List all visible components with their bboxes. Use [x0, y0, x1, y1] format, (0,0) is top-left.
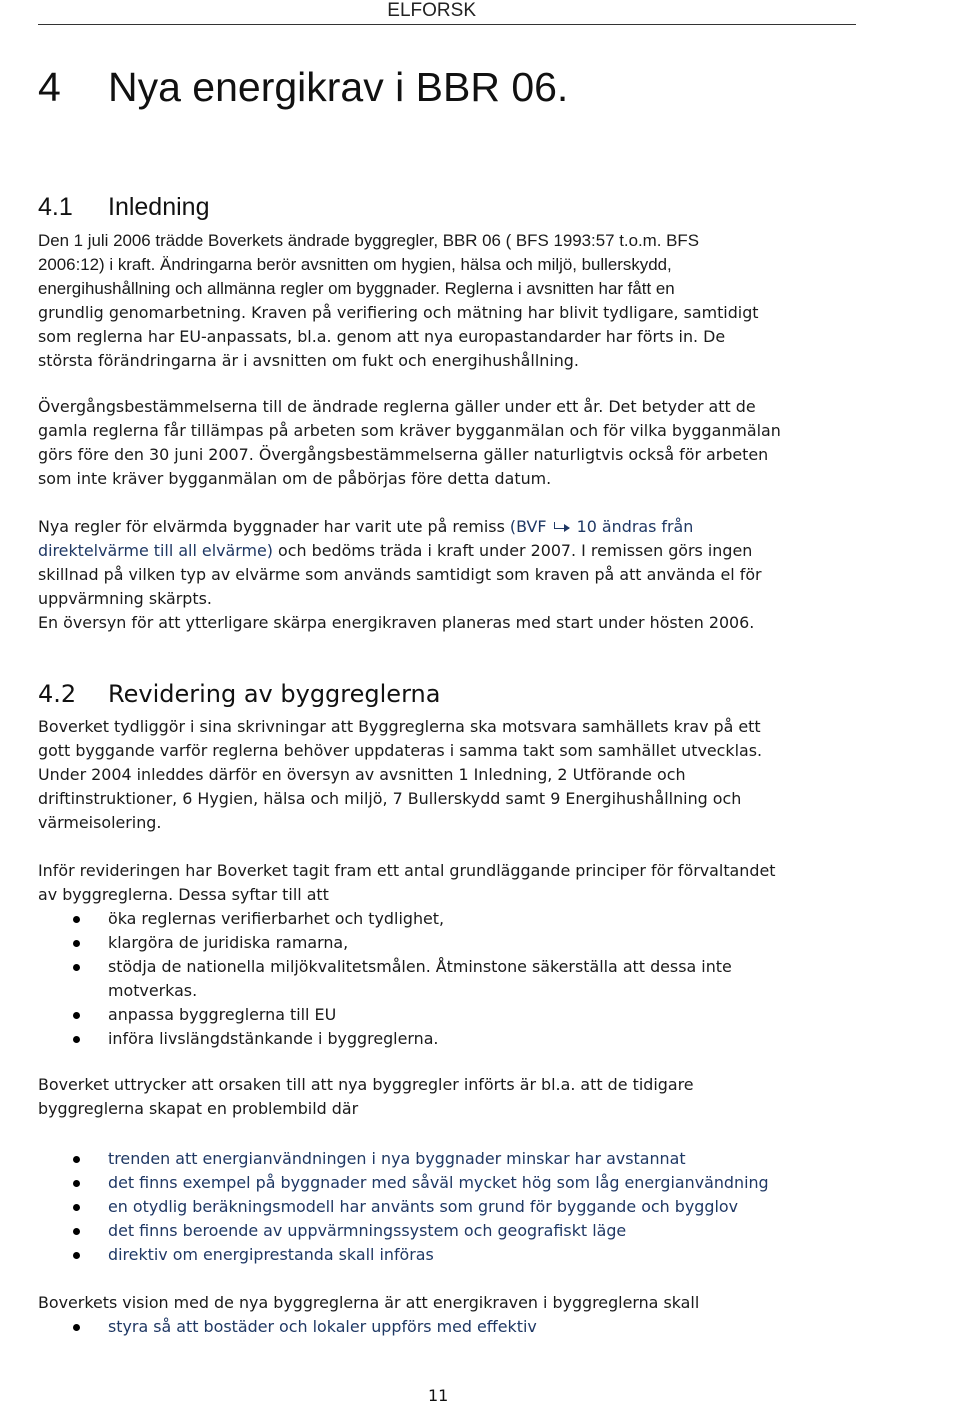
text-line: Den 1 juli 2006 trädde Boverkets ändrade byggregler, BBR 06 ( BFS 1993:57 t.o.m. BFS: [38, 231, 699, 250]
section-title: Inledning: [108, 193, 210, 221]
list-item: [38, 955, 960, 1003]
list-item: [38, 1147, 960, 1171]
list-item: [38, 1027, 960, 1051]
list-item-text: direktiv om energiprestanda skall införas: [108, 1245, 434, 1264]
text-line: Boverket uttrycker att orsaken till att nya byggregler införts är bl.a. att de tidigare: [38, 1075, 694, 1094]
text-line: energihushållning och allmänna regler om byggnader. Reglerna i avsnitten har fått en: [38, 279, 675, 298]
bullet-icon: [73, 1036, 80, 1043]
list-item-text: det finns exempel på byggnader med såväl mycket hög som låg energianvändning: [108, 1173, 769, 1192]
intro-paragraph-continued: [38, 301, 960, 373]
list-item-text: införa livslängdstänkande i byggreglerna.: [108, 1029, 439, 1048]
bullet-icon: [73, 1204, 80, 1211]
section-heading-revidering: [38, 680, 440, 708]
text-line: som inte kräver bygganmälan om de påbörjas före detta datum.: [38, 469, 552, 488]
list-item-text: styra så att bostäder och lokaler uppförs med effektiv: [108, 1317, 537, 1336]
list-item-text: det finns beroende av uppvärmningssystem och geografiskt läge: [108, 1221, 627, 1240]
text-span: och bedöms träda i kraft under 2007. I remissen görs ingen: [272, 541, 753, 560]
section-number: 4.2: [38, 680, 77, 708]
intro-paragraph: [38, 229, 960, 301]
text-line: Boverkets vision med de nya byggreglerna är att energikraven i byggreglerna skall: [38, 1293, 700, 1312]
bullet-icon: [73, 1324, 80, 1331]
list-item: [38, 931, 960, 955]
bullet-icon: [73, 1252, 80, 1259]
bullet-icon: [73, 1180, 80, 1187]
text-line: gamla reglerna får tillämpas på arbeten som kräver bygganmälan och för vilka bygganmälan: [38, 421, 781, 440]
chapter-number: 4: [38, 64, 61, 110]
revision-paragraph: [38, 715, 960, 835]
principles-intro: [38, 859, 960, 907]
text-line: uppvärmning skärpts.: [38, 589, 212, 608]
text-line: grundlig genomarbetning. Kraven på verifiering och mätning har blivit tydligare, samtidigt: [38, 303, 759, 322]
chapter-title: Nya energikrav i BBR 06.: [108, 64, 569, 110]
section-number: 4.1: [38, 193, 73, 221]
list-item-text: klargöra de juridiska ramarna,: [108, 933, 349, 952]
vision-paragraph: [38, 1291, 960, 1315]
section-heading-inledning: [38, 193, 209, 222]
text-line: driftinstruktioner, 6 Hygien, hälsa och miljö, 7 Bullerskydd samt 9 Energihushållning och: [38, 789, 742, 808]
principles-list: [38, 907, 960, 1051]
bullet-icon: [73, 940, 80, 947]
bullet-icon: [73, 916, 80, 923]
text-line: som reglerna har EU-anpassats, bl.a. genom att nya europastandarder har förts in. De: [38, 327, 726, 346]
problems-intro: [38, 1073, 960, 1121]
list-item: [38, 1003, 960, 1027]
text-span: Nya regler för elvärmda byggnader har varit ute på remiss: [38, 517, 510, 536]
list-item-text: en otydlig beräkningsmodell har använts som grund för byggande och bygglov: [108, 1197, 738, 1216]
section-title: Revidering av byggreglerna: [108, 680, 441, 708]
text-line: 2006:12) i kraft. Ändringarna berör avsnitten om hygien, hälsa och miljö, bullerskydd,: [38, 255, 672, 274]
text-line: [38, 515, 960, 539]
text-line: [38, 539, 960, 563]
rules-paragraph: [38, 515, 960, 635]
header-divider: [38, 24, 856, 25]
reference-link[interactable]: (BVF: [509, 517, 547, 536]
chapter-heading: [38, 64, 568, 111]
text-line: största förändringarna är i avsnitten om fukt och energihushållning.: [38, 351, 579, 370]
text-line: skillnad på vilken typ av elvärme som används samtidigt som kraven på att använda el för: [38, 565, 762, 584]
list-item-text: anpassa byggreglerna till EU: [108, 1005, 337, 1024]
text-line: En översyn för att ytterligare skärpa energikraven planeras med start under hösten 2006.: [38, 613, 755, 632]
list-item: [38, 907, 960, 931]
list-item: [38, 1219, 960, 1243]
text-line: Inför revideringen har Boverket tagit fram ett antal grundläggande principer för förvaltandet: [38, 861, 776, 880]
list-item: [38, 1315, 960, 1339]
bullet-icon: [73, 964, 80, 971]
list-item: [38, 1243, 960, 1267]
text-line: görs före den 30 juni 2007. Övergångsbestämmelserna gäller naturligtvis också för arbeten: [38, 445, 769, 464]
header-org-name: ELFORSK: [387, 0, 476, 21]
text-line: Boverket tydliggör i sina skrivningar att Byggreglerna ska motsvara samhällets krav på ett: [38, 717, 761, 736]
list-item-text: trenden att energianvändningen i nya byggnader minskar har avstannat: [108, 1149, 686, 1168]
list-item: [38, 1171, 960, 1195]
bullet-icon: [73, 1156, 80, 1163]
list-item-text: stödja de nationella miljökvalitetsmålen. Åtminstone säkerställa att dessa inte: [108, 957, 732, 976]
list-item-text-continued: motverkas.: [108, 981, 198, 1000]
text-line: värmeisolering.: [38, 813, 162, 832]
bullet-icon: [73, 1228, 80, 1235]
list-item: [38, 1195, 960, 1219]
text-line: Under 2004 inleddes därför en översyn av avsnitten 1 Inledning, 2 Utförande och: [38, 765, 686, 784]
transition-paragraph: [38, 395, 960, 491]
text-line: av byggreglerna. Dessa syftar till att: [38, 885, 329, 904]
list-item-text: öka reglernas verifierbarhet och tydlighet,: [108, 909, 445, 928]
reference-link-continued[interactable]: 10 ändras från: [576, 517, 694, 536]
page-number: 11: [428, 1386, 449, 1405]
problems-list: [38, 1147, 960, 1267]
text-line: gott byggande varför reglerna behöver uppdateras i samma takt som samhället utvecklas.: [38, 741, 763, 760]
text-line: byggreglerna skapat en problembild där: [38, 1099, 359, 1118]
text-line: Övergångsbestämmelserna till de ändrade reglerna gäller under ett år. Det betyder att de: [38, 397, 756, 416]
bullet-icon: [73, 1012, 80, 1019]
reference-link-continued[interactable]: direktelvärme till all elvärme): [38, 541, 273, 560]
vision-list: [38, 1315, 960, 1339]
